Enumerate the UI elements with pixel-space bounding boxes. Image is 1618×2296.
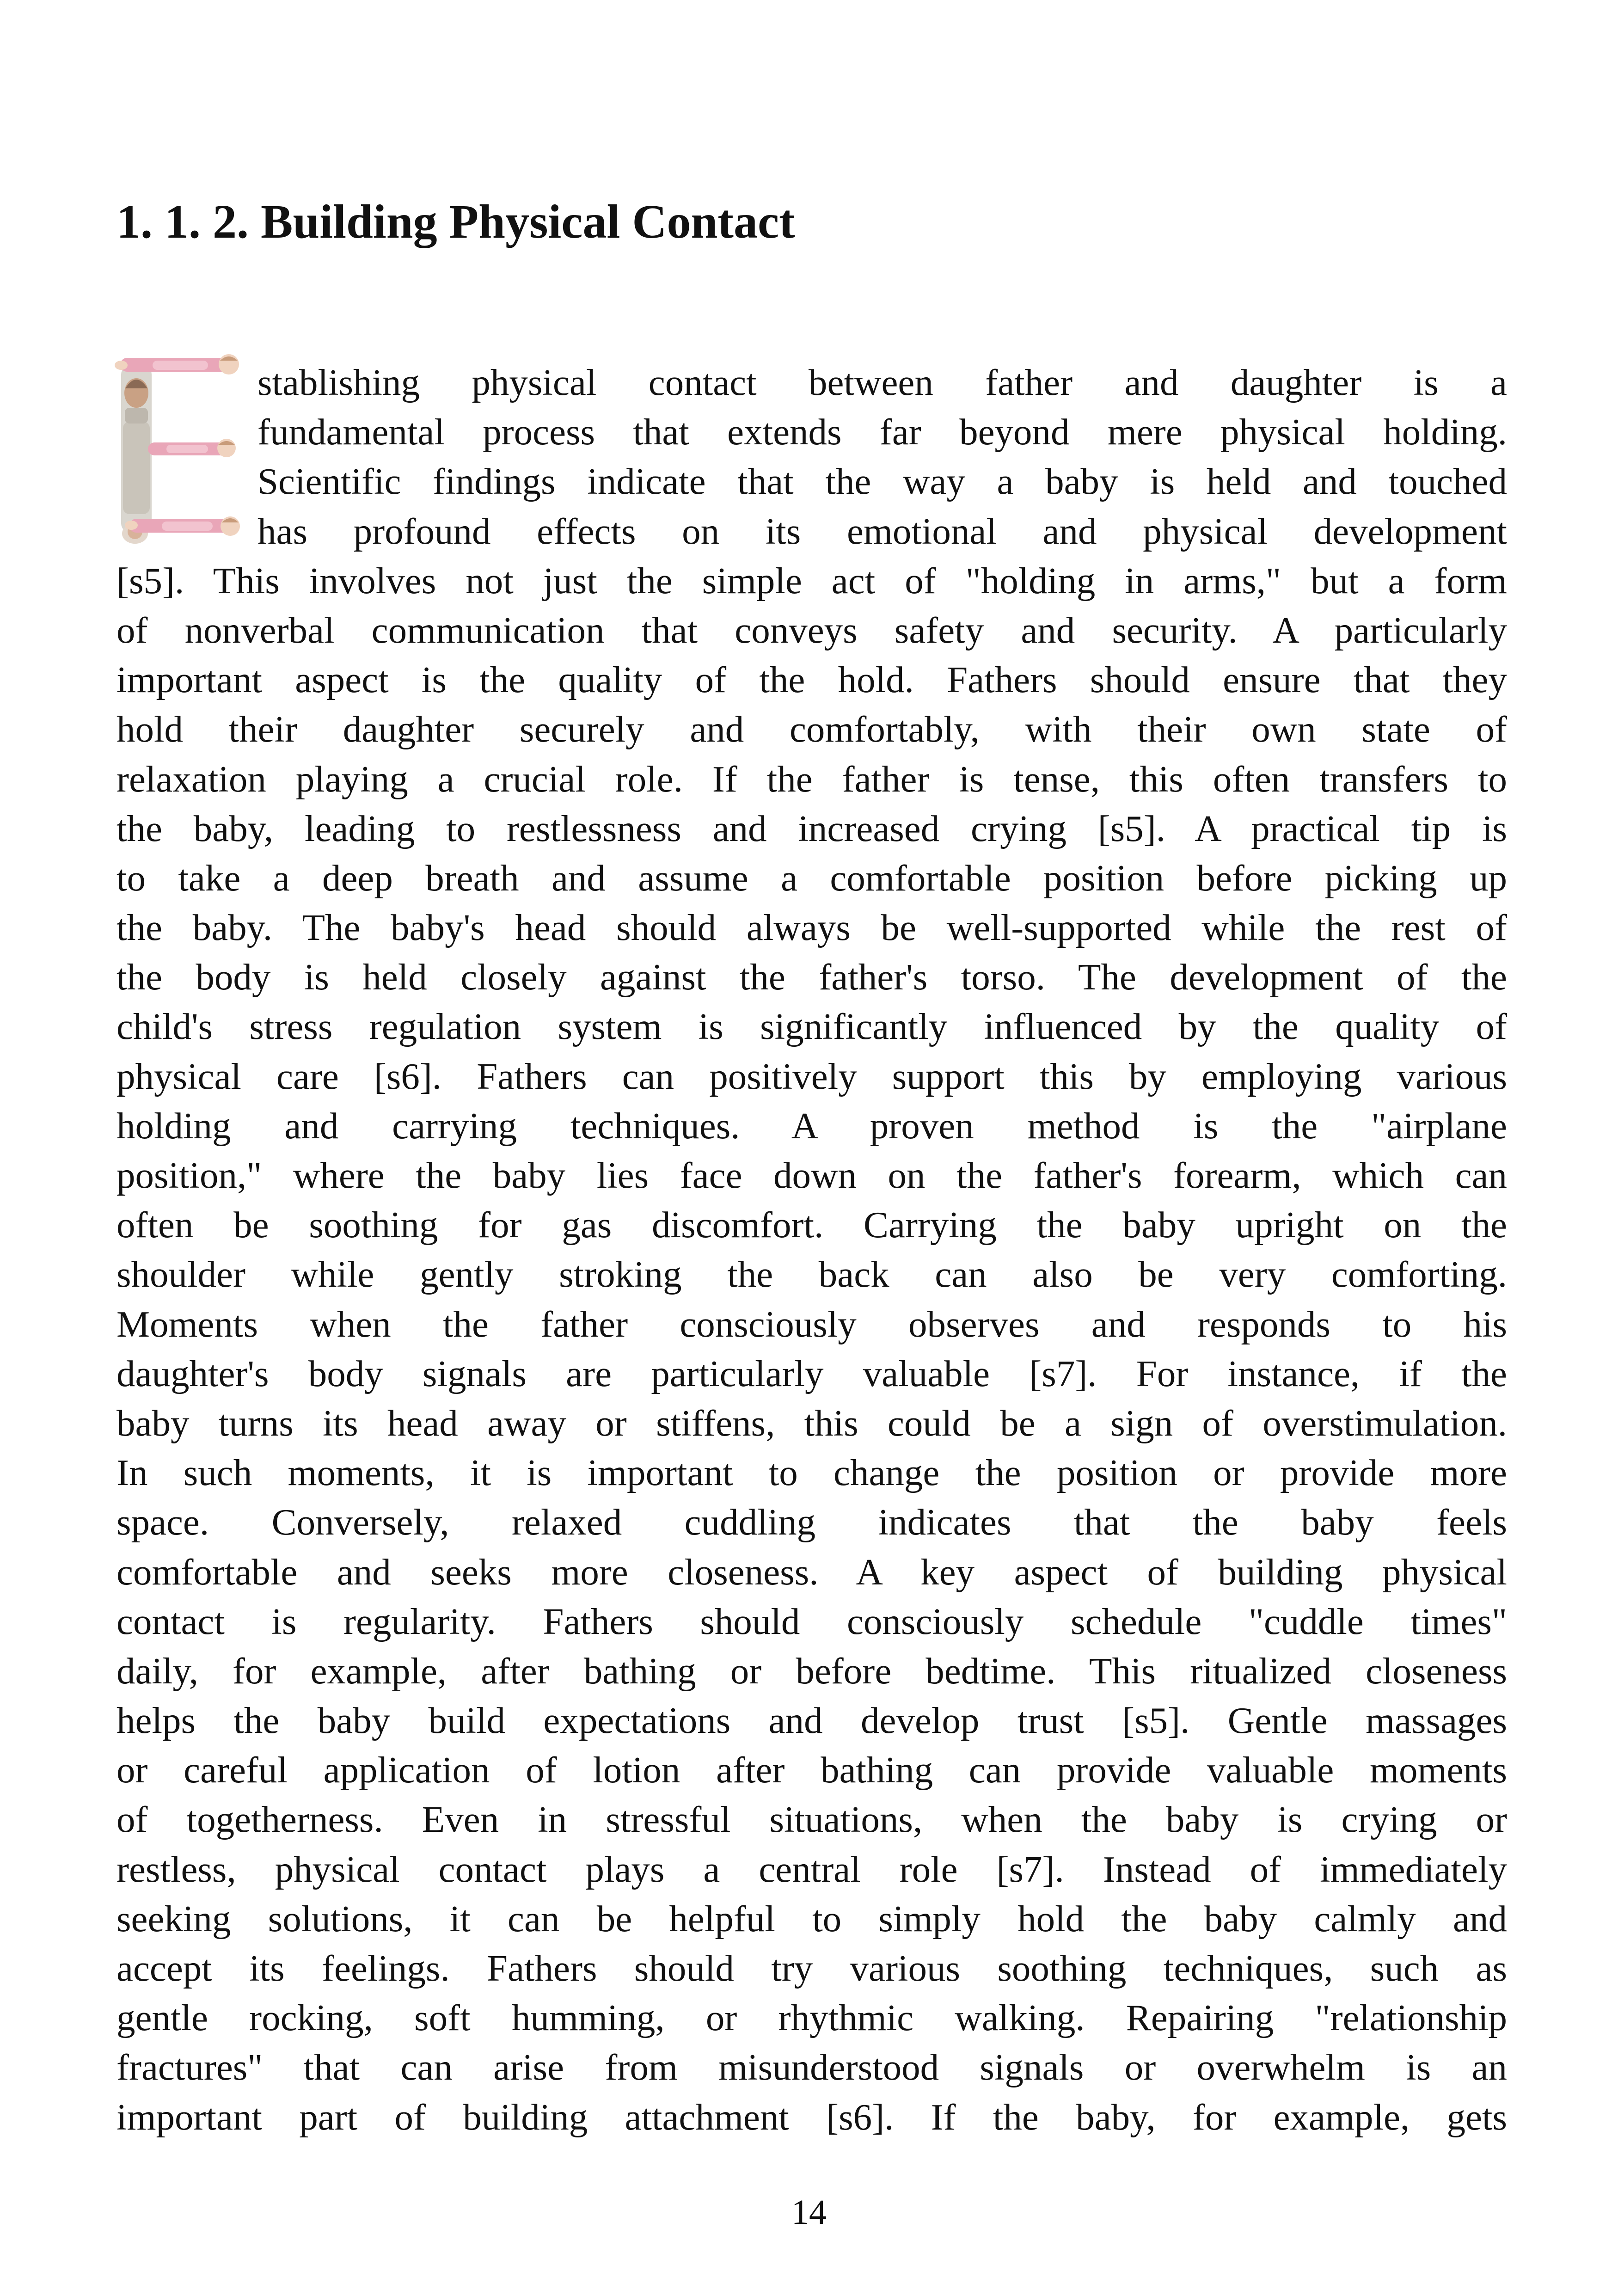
section-heading: 1. 1. 2. Building Physical Contact bbox=[116, 195, 795, 248]
paragraph-line: child's stress regulation system is significantly influenced by the quality of bbox=[116, 1006, 1507, 1048]
paragraph-line: gentle rocking, soft humming, or rhythmic walking. Repairing "relationship bbox=[116, 1997, 1507, 2039]
paragraph-line: seeking solutions, it can be helpful to simply hold the baby calmly and bbox=[116, 1897, 1507, 1940]
paragraph-line: stablishing physical contact between father and daughter is a bbox=[257, 362, 1507, 403]
paragraph-line: accept its feelings. Fathers should try various soothing techniques, such as bbox=[116, 1947, 1507, 1989]
paragraph-line: Moments when the father consciously observes and responds to his bbox=[116, 1303, 1507, 1345]
body-paragraph bbox=[116, 358, 1507, 2142]
paragraph-line: comfortable and seeks more closeness. A key aspect of building physical bbox=[116, 1551, 1507, 1593]
paragraph-line: restless, physical contact plays a central role [s7]. Instead of immediately bbox=[116, 1848, 1507, 1890]
paragraph-line: helps the baby build expectations and develop trust [s5]. Gentle massages bbox=[116, 1700, 1507, 1742]
paragraph-line: baby turns its head away or stiffens, this could be a sign of overstimulation. bbox=[116, 1402, 1507, 1444]
paragraph-line: fractures" that can arise from misunderstood signals or overwhelm is an bbox=[116, 2046, 1507, 2088]
paragraph-line: of togetherness. Even in stressful situations, when the baby is crying or bbox=[116, 1799, 1507, 1841]
paragraph-line: relaxation playing a crucial role. If the father is tense, this often transfers to bbox=[116, 758, 1507, 800]
paragraph-line: the body is held closely against the father's torso. The development of the bbox=[116, 956, 1507, 998]
paragraph-line: fundamental process that extends far beyond mere physical holding. bbox=[257, 411, 1507, 453]
paragraph-line: important aspect is the quality of the hold. Fathers should ensure that they bbox=[116, 659, 1507, 701]
paragraph-line: space. Conversely, relaxed cuddling indicates that the baby feels bbox=[116, 1501, 1507, 1543]
page-number: 14 bbox=[791, 2193, 827, 2232]
paragraph-line: the baby, leading to restlessness and increased crying [s5]. A practical tip is bbox=[116, 807, 1507, 849]
paragraph-line: daily, for example, after bathing or before bedtime. This ritualized closeness bbox=[116, 1650, 1507, 1692]
paragraph-line: In such moments, it is important to change the position or provide more bbox=[116, 1452, 1507, 1494]
paragraph-line: contact is regularity. Fathers should consciously schedule "cuddle times" bbox=[116, 1600, 1507, 1642]
paragraph-line: [s5]. This involves not just the simple act of "holding in arms," but a form bbox=[116, 559, 1507, 602]
paragraph-line: to take a deep breath and assume a comfortable position before picking up bbox=[116, 857, 1507, 899]
paragraph-line: hold their daughter securely and comfortably, with their own state of bbox=[116, 708, 1507, 750]
paragraph-line: the baby. The baby's head should always be well-supported while the rest of bbox=[116, 907, 1507, 949]
paragraph-line: has profound effects on its emotional and physical development bbox=[257, 510, 1507, 552]
paragraph-line: physical care [s6]. Fathers can positively support this by employing various bbox=[116, 1055, 1507, 1097]
paragraph-line: often be soothing for gas discomfort. Carrying the baby upright on the bbox=[116, 1204, 1507, 1246]
paragraph-line: or careful application of lotion after bathing can provide valuable moments bbox=[116, 1749, 1507, 1791]
paragraph-line: of nonverbal communication that conveys safety and security. A particularly bbox=[116, 609, 1507, 651]
paragraph-line: holding and carrying techniques. A proven method is the "airplane bbox=[116, 1105, 1507, 1147]
paragraph-line: Scientific findings indicate that the way a baby is held and touched bbox=[257, 460, 1507, 503]
paragraph-line: position," where the baby lies face down on the father's forearm, which can bbox=[116, 1154, 1507, 1196]
paragraph-line: daughter's body signals are particularly valuable [s7]. For instance, if the bbox=[116, 1352, 1507, 1394]
paragraph-line: shoulder while gently stroking the back can also be very comforting. bbox=[116, 1253, 1507, 1295]
paragraph-line: important part of building attachment [s6]. If the baby, for example, gets bbox=[116, 2096, 1507, 2138]
